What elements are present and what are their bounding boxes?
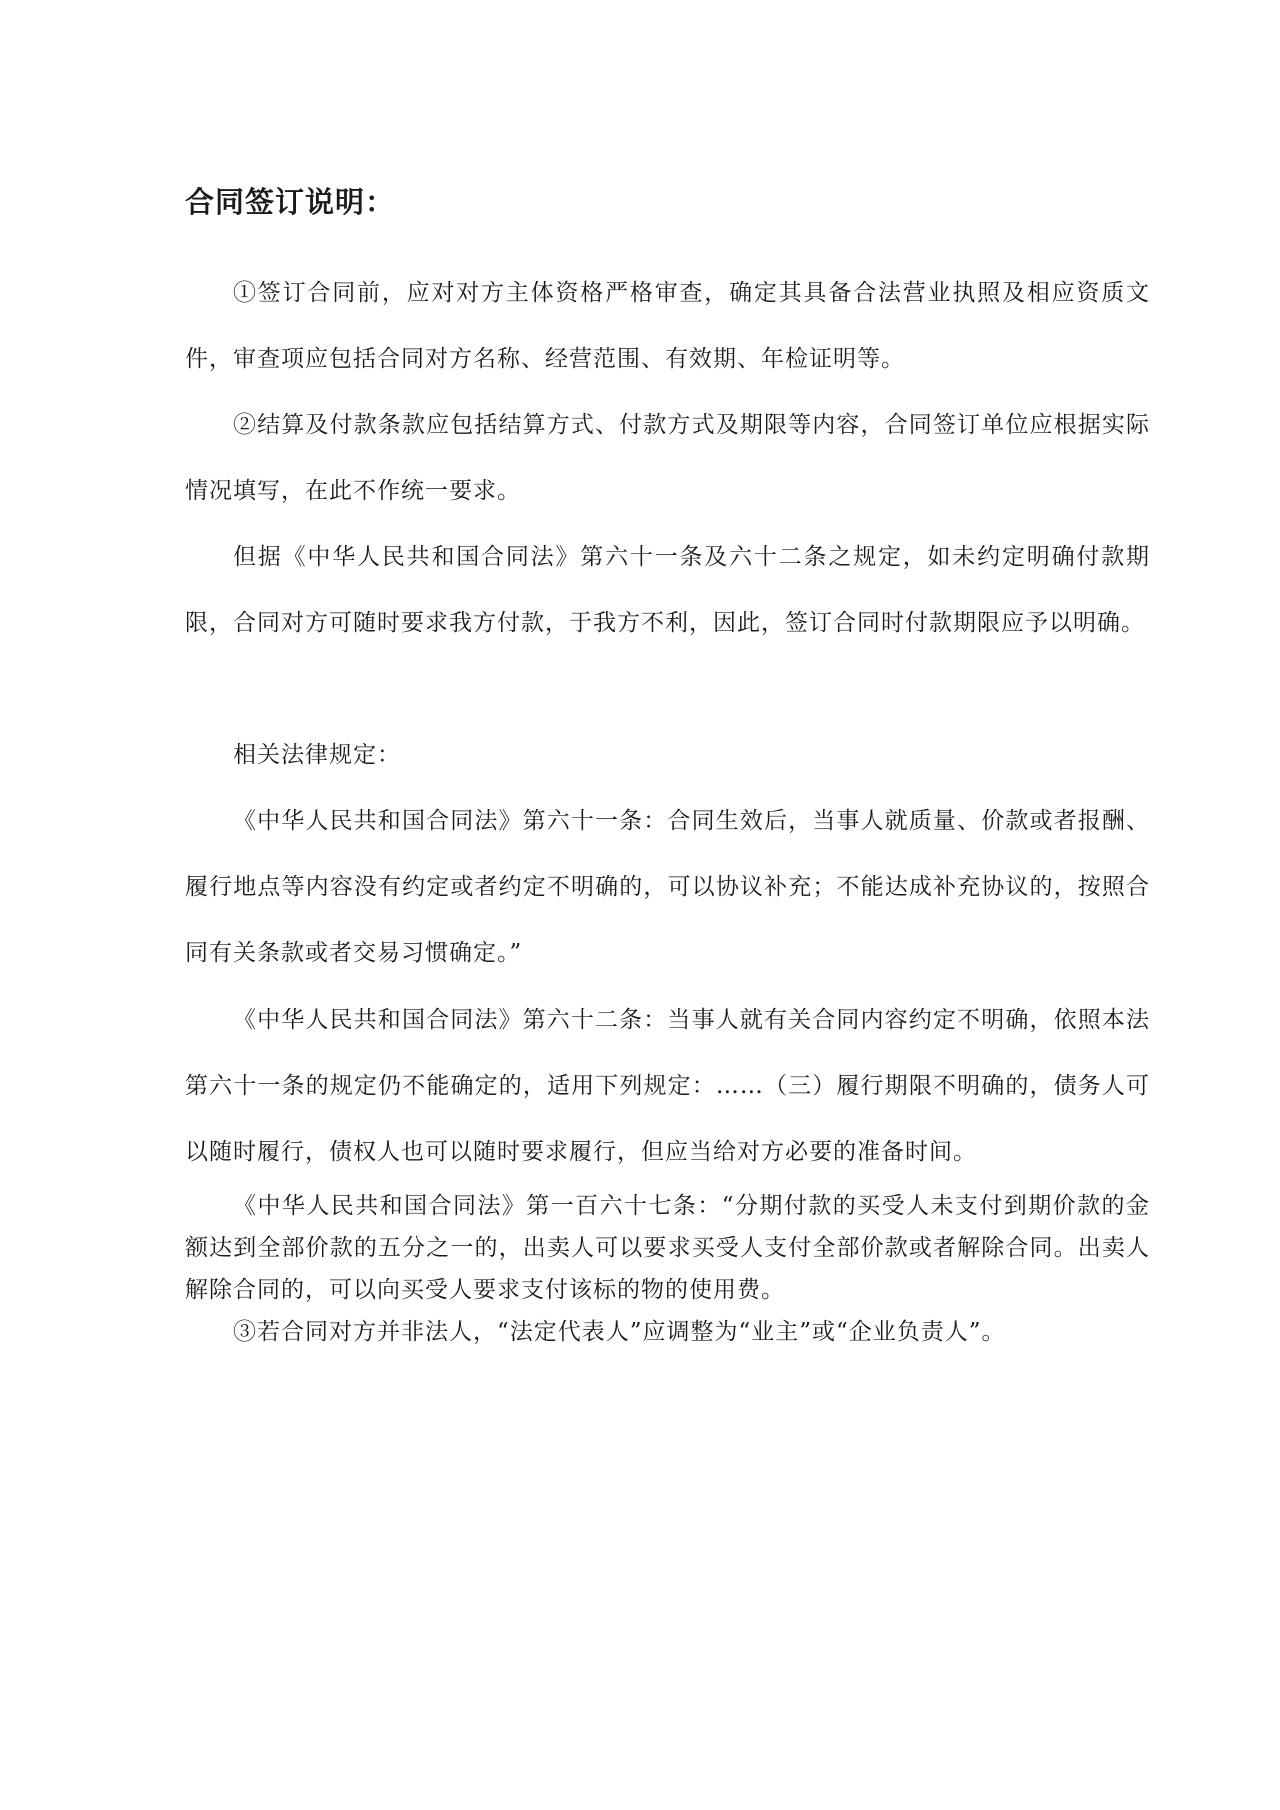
paragraph-legal-heading: 相关法律规定： (233, 742, 401, 768)
paragraph-article-61: 《中华人民共和国合同法》第六十一条：合同生效后，当事人就质量、价款或者报酬、履行地点等内容没有约定或者约定不明确的，可以协议补充；不能达成补充协议的，按照合同有关条款或者交易习惯确定。” (185, 808, 1150, 966)
paragraph-article-167: 《中华人民共和国合同法》第一百六十七条：“分期付款的买受人未支付到期价款的金额达到全部价款的五分之一的，出卖人可以要求买受人支付全部价款或者解除合同。出卖人解除合同的，可以向买受人要求支付该标的物的使用费。 (185, 1193, 1150, 1303)
paragraph-settlement-terms: ②结算及付款条款应包括结算方式、付款方式及期限等内容，合同签订单位应根据实际情况填写，在此不作统一要求。 (185, 412, 1150, 504)
paragraph-payment-term-note: 但据《中华人民共和国合同法》第六十一条及六十二条之规定，如未约定明确付款期限，合同对方可随时要求我方付款，于我方不利，因此，签订合同时付款期限应予以明确。 (185, 544, 1150, 636)
paragraph-qualification-review: ①签订合同前，应对对方主体资格严格审查，确定其具备合法营业执照及相应资质文件，审查项应包括合同对方名称、经营范围、有效期、年检证明等。 (185, 280, 1150, 372)
page-title: 合同签订说明： (185, 185, 396, 219)
paragraph-article-62: 《中华人民共和国合同法》第六十二条：当事人就有关合同内容约定不明确，依照本法第六十一条的规定仍不能确定的，适用下列规定：……（三）履行期限不明确的，债务人可以随时履行，债权人也可以随时要求履行，但应当给对方必要的准备时间。 (185, 1007, 1150, 1165)
paragraph-non-legal-person: ③若合同对方并非法人，“法定代表人”应调整为“业主”或“企业负责人”。 (233, 1319, 1006, 1345)
